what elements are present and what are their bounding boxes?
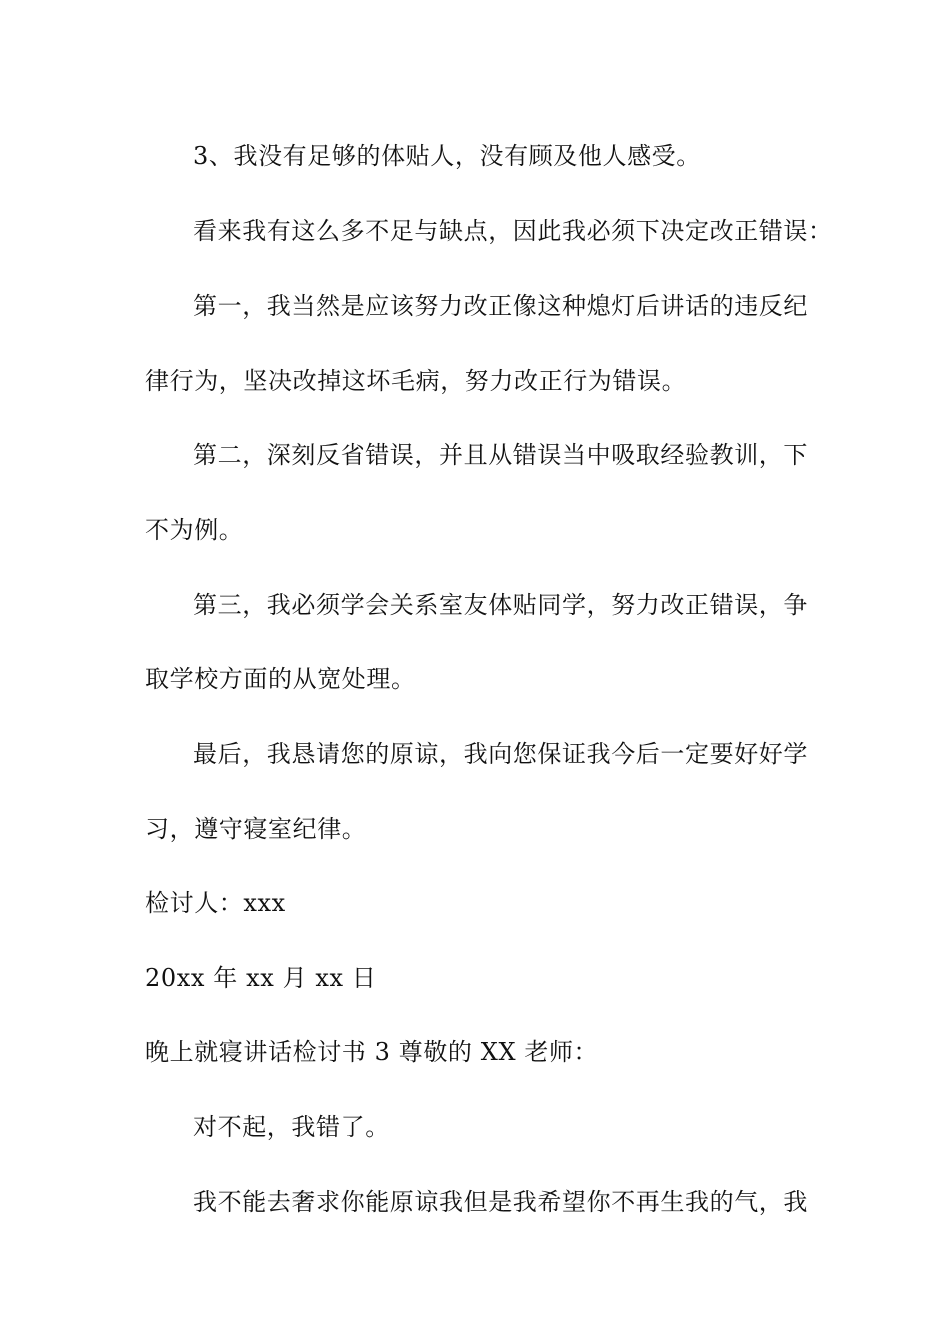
signature-name: 检讨人：xxx (145, 889, 286, 917)
next-letter-title-and-salutation: 晚上就寝讲话检讨书 3 尊敬的 XX 老师： (145, 1038, 599, 1066)
signature-date: 20xx 年 xx 月 xx 日 (145, 964, 377, 992)
paragraph-point-3: 3、我没有足够的体贴人，没有顾及他人感受。 (193, 142, 701, 170)
paragraph-final-line-2: 习，遵守寝室纪律。 (145, 815, 367, 843)
paragraph-first-line-2: 律行为，坚决改掉这坏毛病，努力改正行为错误。 (145, 367, 687, 395)
apology-paragraph: 对不起，我错了。 (193, 1113, 390, 1141)
request-paragraph-line-1: 我不能去奢求你能原谅我但是我希望你不再生我的气，我 (193, 1188, 808, 1216)
paragraph-first-line-1: 第一，我当然是应该努力改正像这种熄灯后讲话的违反纪 (193, 292, 808, 320)
paragraph-resolution-intro: 看来我有这么多不足与缺点，因此我必须下决定改正错误： (193, 217, 833, 245)
paragraph-final-line-1: 最后，我恳请您的原谅，我向您保证我今后一定要好好学 (193, 740, 808, 768)
paragraph-third-line-1: 第三，我必须学会关系室友体贴同学，努力改正错误，争 (193, 591, 808, 619)
paragraph-third-line-2: 取学校方面的从宽处理。 (145, 665, 416, 693)
paragraph-second-line-2: 不为例。 (145, 516, 244, 544)
paragraph-second-line-1: 第二，深刻反省错误，并且从错误当中吸取经验教训，下 (193, 441, 808, 469)
